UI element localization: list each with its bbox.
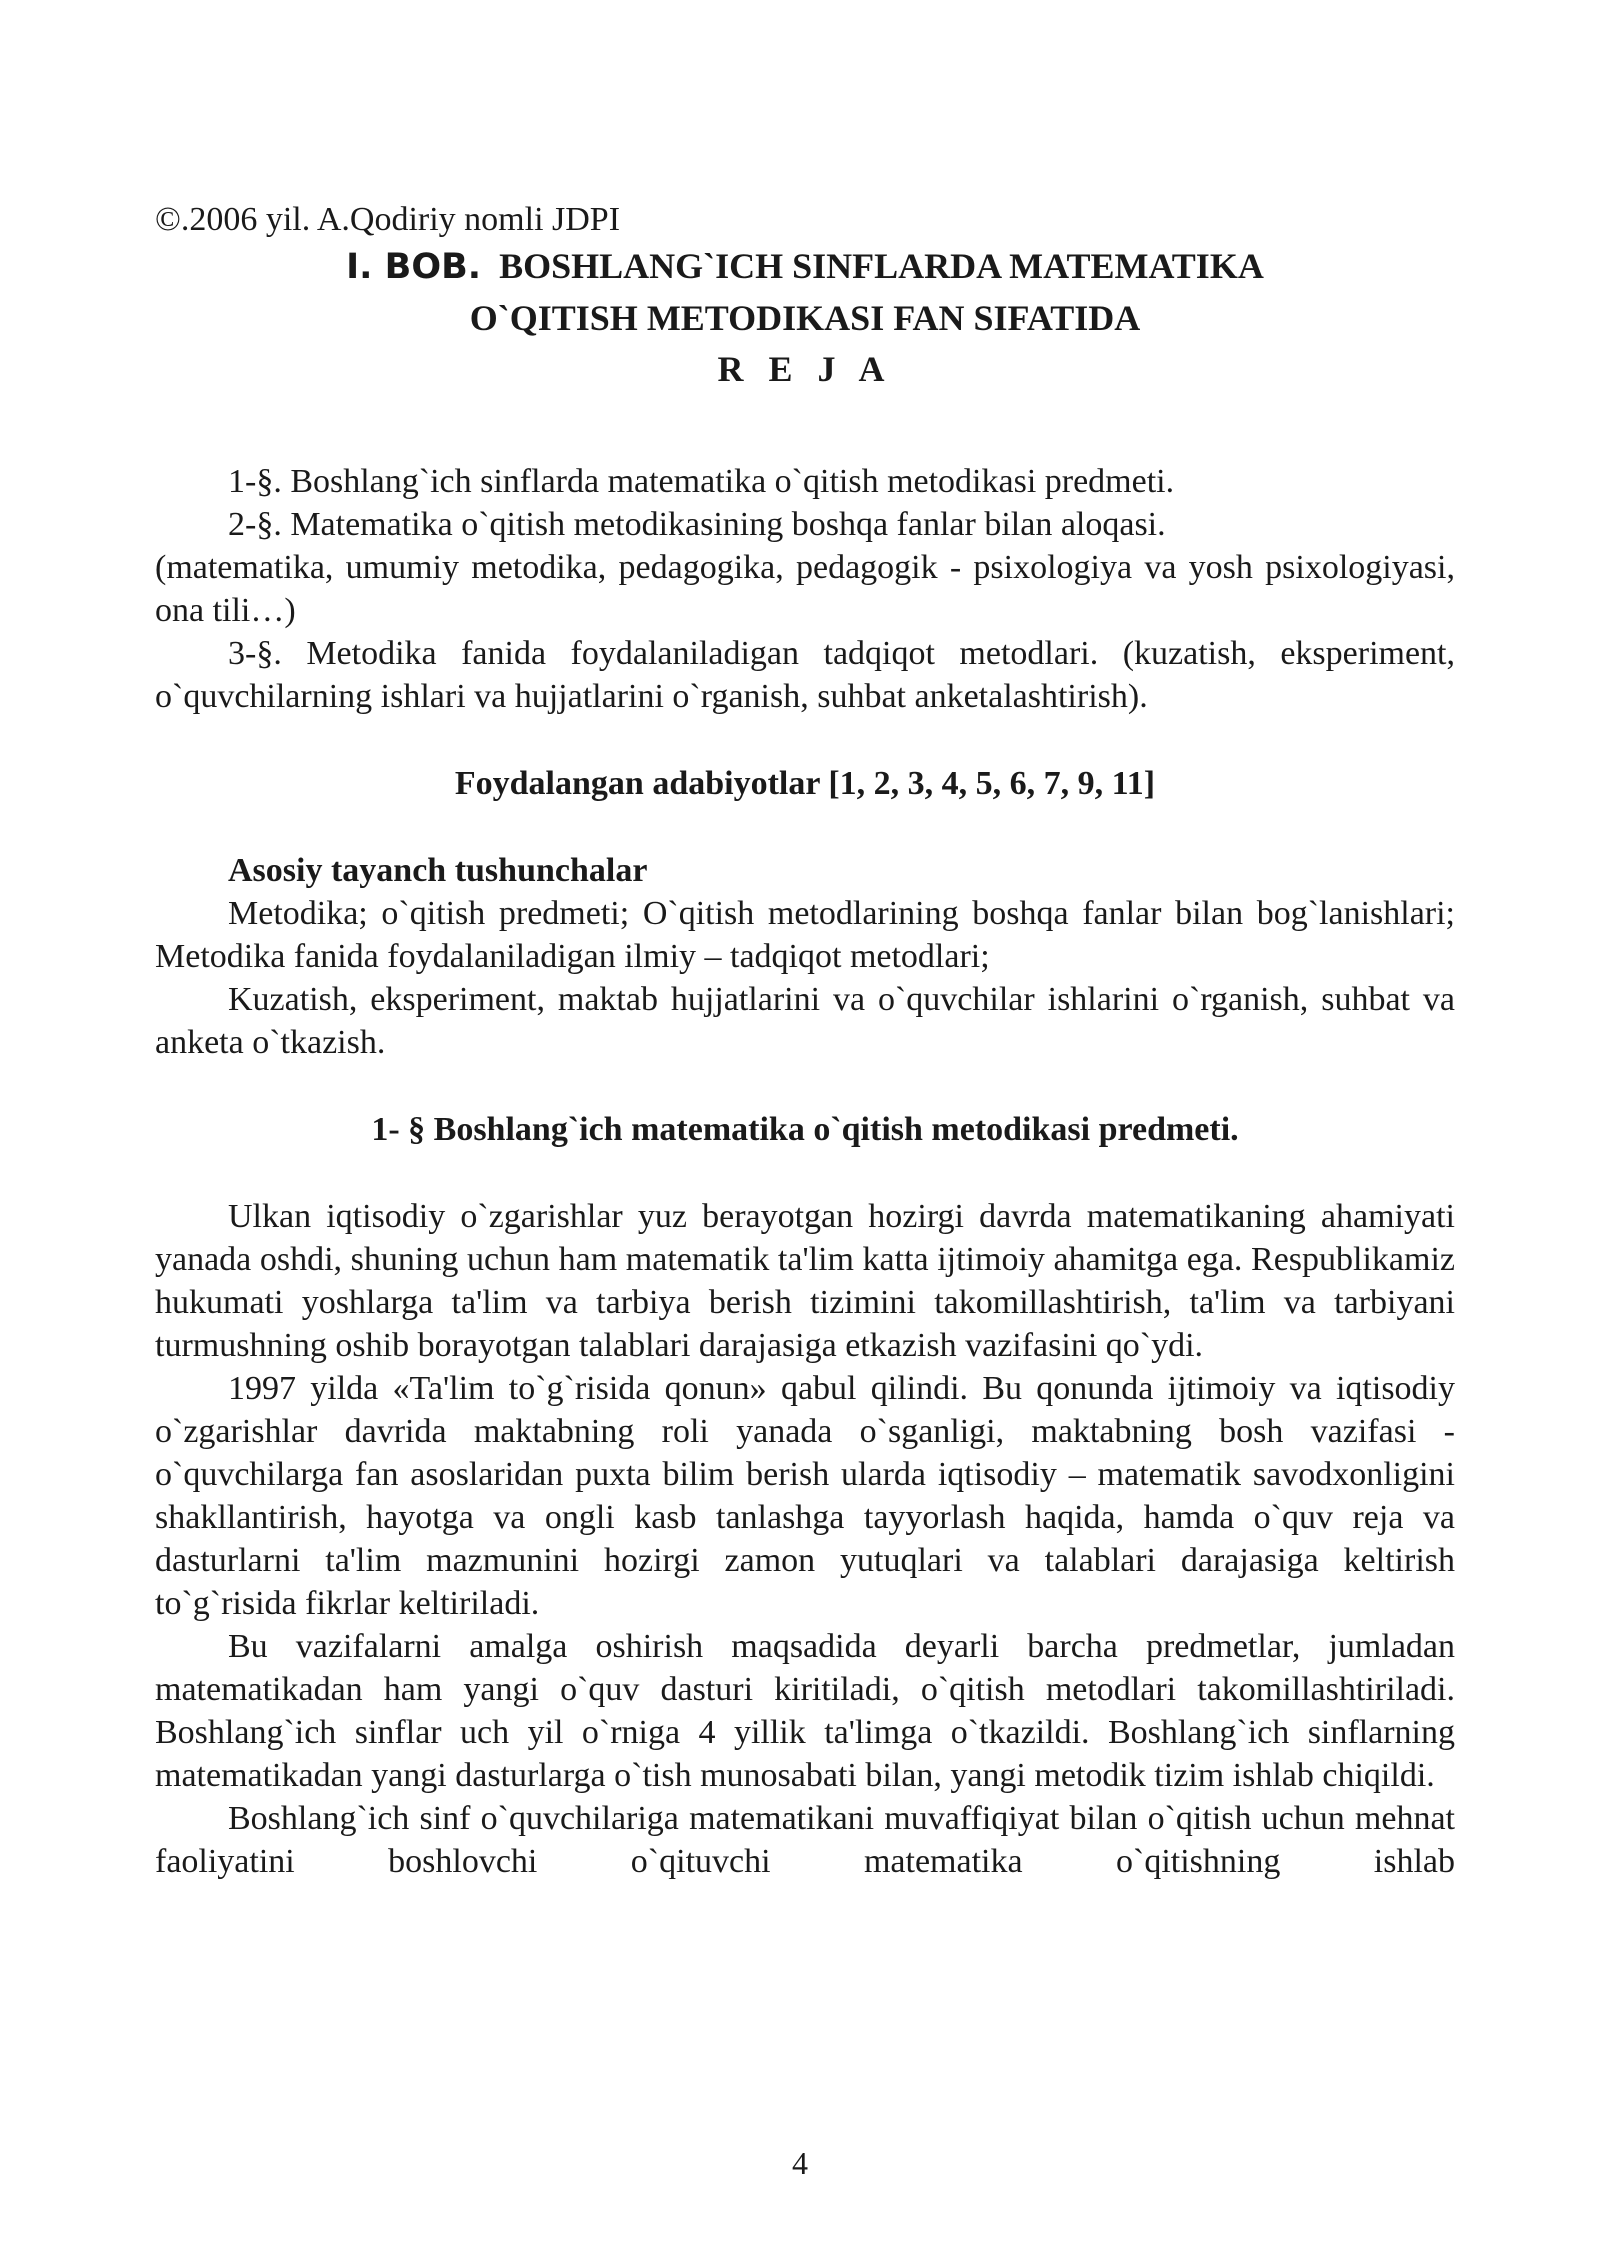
chapter-title-line2: O`QITISH METODIKASI FAN SIFATIDA bbox=[469, 298, 1141, 338]
plan-item-2: 2-§. Matematika o`qitish metodikasining boshqa fanlar bilan aloqasi. bbox=[228, 506, 1166, 543]
body-paragraph-3: Bu vazifalarni amalga oshirish maqsadida deyarli barcha predmetlar, jumladan matematikadan ham yangi o`quv dasturi kiritiladi, o`qitish metodlari takomillashtiriladi. Boshlang`ich sinflar uch yil o`rniga 4 yillik ta'limga o`tkazildi. Boshlang`ich sinflarning matematikadan yangi dasturlarga o`tish munosabati bilan, yangi metodik tizim ishlab chiqildi. bbox=[155, 1628, 1455, 1794]
concepts-paragraph-1: Metodika; o`qitish predmeti; O`qitish metodlarining boshqa fanlar bilan bog`lanishlari; Metodika fanida foydalaniladigan ilmiy – tadqiqot metodlari; bbox=[155, 895, 1455, 975]
plan-item-3: 3-§. Metodika fanida foydalaniladigan tadqiqot metodlari. (kuzatish, eksperiment, o`quvchilarning ishlari va hujjatlarini o`rganish, suhbat anketalashtirish). bbox=[155, 635, 1455, 715]
literature-line: Foydalangan adabiyotlar [1, 2, 3, 4, 5, 6, 7, 9, 11] bbox=[454, 765, 1156, 802]
page-content bbox=[155, 198, 1455, 1883]
body-paragraph-2: 1997 yilda «Ta'lim to`g`risida qonun» qabul qilindi. Bu qonunda ijtimoiy va iqtisodiy o`zgarishlar davrida maktabning roli yanada o`sganligi, maktabning bosh vazifasi - o`quvchilarga fan asoslaridan puxta bilim berish ularda iqtisodiy – matematik savodxonligini shakllantirish, hayotga va ongli kasb tanlashga tayyorlash haqida, hamda o`quv reja va dasturlarni ta'lim mazmunini hozirgi zamon yutuqlari va talablari darajasiga keltirish to`g`risida fikrlar keltiriladi. bbox=[155, 1370, 1455, 1622]
copyright-line: ©.2006 yil. A.Qodiriy nomli JDPI bbox=[155, 201, 621, 238]
concepts-heading: Asosiy tayanch tushunchalar bbox=[228, 852, 648, 889]
page-number: 4 bbox=[792, 2145, 808, 2181]
chapter-title-line1: BOSHLANG`ICH SINFLARDA MATEMATIKA bbox=[499, 246, 1264, 286]
concepts-paragraph-2: Kuzatish, eksperiment, maktab hujjatlarini va o`quvchilar ishlarini o`rganish, suhbat va anketa o`tkazish. bbox=[155, 981, 1455, 1061]
section-heading: 1- § Boshlang`ich matematika o`qitish metodikasi predmeti. bbox=[371, 1111, 1239, 1148]
chapter-title bbox=[155, 241, 1455, 293]
body-paragraph-1: Ulkan iqtisodiy o`zgarishlar yuz berayotgan hozirgi davrda matematikaning ahamiyati yanada oshdi, shuning uchun ham matematik ta'lim katta ijtimoiy ahamitga ega. Respublikamiz hukumati yoshlarga ta'lim va tarbiya berish tizimini takomillashtirish, ta'lim va tarbiyani turmushning oshib borayotgan talablari darajasiga etkazish vazifasini qo`ydi. bbox=[155, 1198, 1455, 1364]
plan-heading: R E J A bbox=[717, 349, 893, 389]
plan-item-2-note: (matematika, umumiy metodika, pedagogika, pedagogik - psixologiya va yosh psixologiyasi, ona tili…) bbox=[155, 549, 1455, 629]
chapter-number: I. BOB. bbox=[346, 247, 482, 287]
body-paragraph-4: Boshlang`ich sinf o`quvchilariga matematikani muvaffiqiyat bilan o`qitish uchun mehnat faoliyatini boshlovchi o`qituvchi matematika o`qitishning ishlab bbox=[155, 1800, 1455, 1880]
plan-item-1: 1-§. Boshlang`ich sinflarda matematika o`qitish metodikasi predmeti. bbox=[228, 463, 1175, 500]
